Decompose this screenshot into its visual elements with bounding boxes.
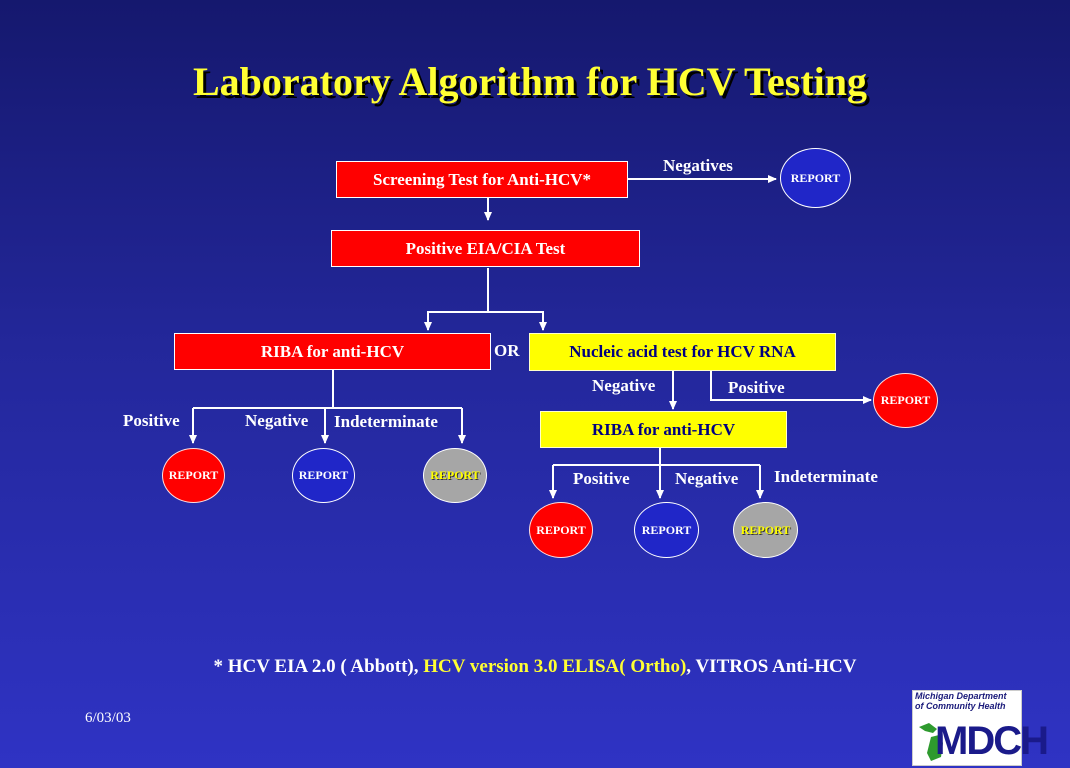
logo-line2: of Community Health: [915, 701, 1006, 711]
or-label: OR: [494, 341, 520, 360]
report-circle-left-positive: REPORT: [162, 448, 225, 503]
connector-eia-left: [428, 312, 543, 330]
mdch-logo: [912, 690, 1047, 766]
negatives-label: Negatives: [663, 156, 733, 175]
slide-title: Laboratory Algorithm for HCV Testing: [192, 59, 868, 104]
footnote-highlight: HCV version 3.0 ELISA( Ortho): [423, 656, 687, 677]
nat-negative-label: Negative: [592, 376, 656, 395]
footnote-suffix: , VITROS Anti-HCV: [686, 656, 857, 677]
logo-abbreviation: MDCH: [935, 719, 1047, 763]
positive-eia-box: Positive EIA/CIA Test: [331, 230, 640, 267]
screening-test-box: Screening Test for Anti-HCV*: [336, 161, 628, 198]
report-circle-nat-positive: REPORT: [873, 373, 938, 428]
left-indeterminate-label: Indeterminate: [334, 412, 438, 431]
nat-box: Nucleic acid test for HCV RNA: [529, 333, 836, 371]
logo-line1: Michigan Department: [915, 691, 1007, 701]
report-circle-top: REPORT: [780, 148, 851, 208]
footnote: [0, 656, 1070, 678]
right-positive-label: Positive: [573, 469, 630, 488]
right-negative-label: Negative: [675, 469, 739, 488]
riba-left-box: RIBA for anti-HCV: [174, 333, 491, 370]
riba-right-box: RIBA for anti-HCV: [540, 411, 787, 448]
right-indeterminate-label: Indeterminate: [774, 467, 878, 486]
slide-date: 6/03/03: [85, 710, 131, 726]
report-circle-left-negative: REPORT: [292, 448, 355, 503]
report-circle-right-negative: REPORT: [634, 502, 699, 558]
footnote-prefix: * HCV EIA 2.0 ( Abbott),: [213, 656, 424, 677]
report-circle-right-positive: REPORT: [529, 502, 593, 558]
report-circle-right-indeterminate: REPORT: [733, 502, 798, 558]
left-positive-label: Positive: [123, 411, 180, 430]
report-circle-left-indeterminate: REPORT: [423, 448, 487, 503]
left-negative-label: Negative: [245, 411, 309, 430]
nat-positive-label: Positive: [728, 378, 785, 397]
